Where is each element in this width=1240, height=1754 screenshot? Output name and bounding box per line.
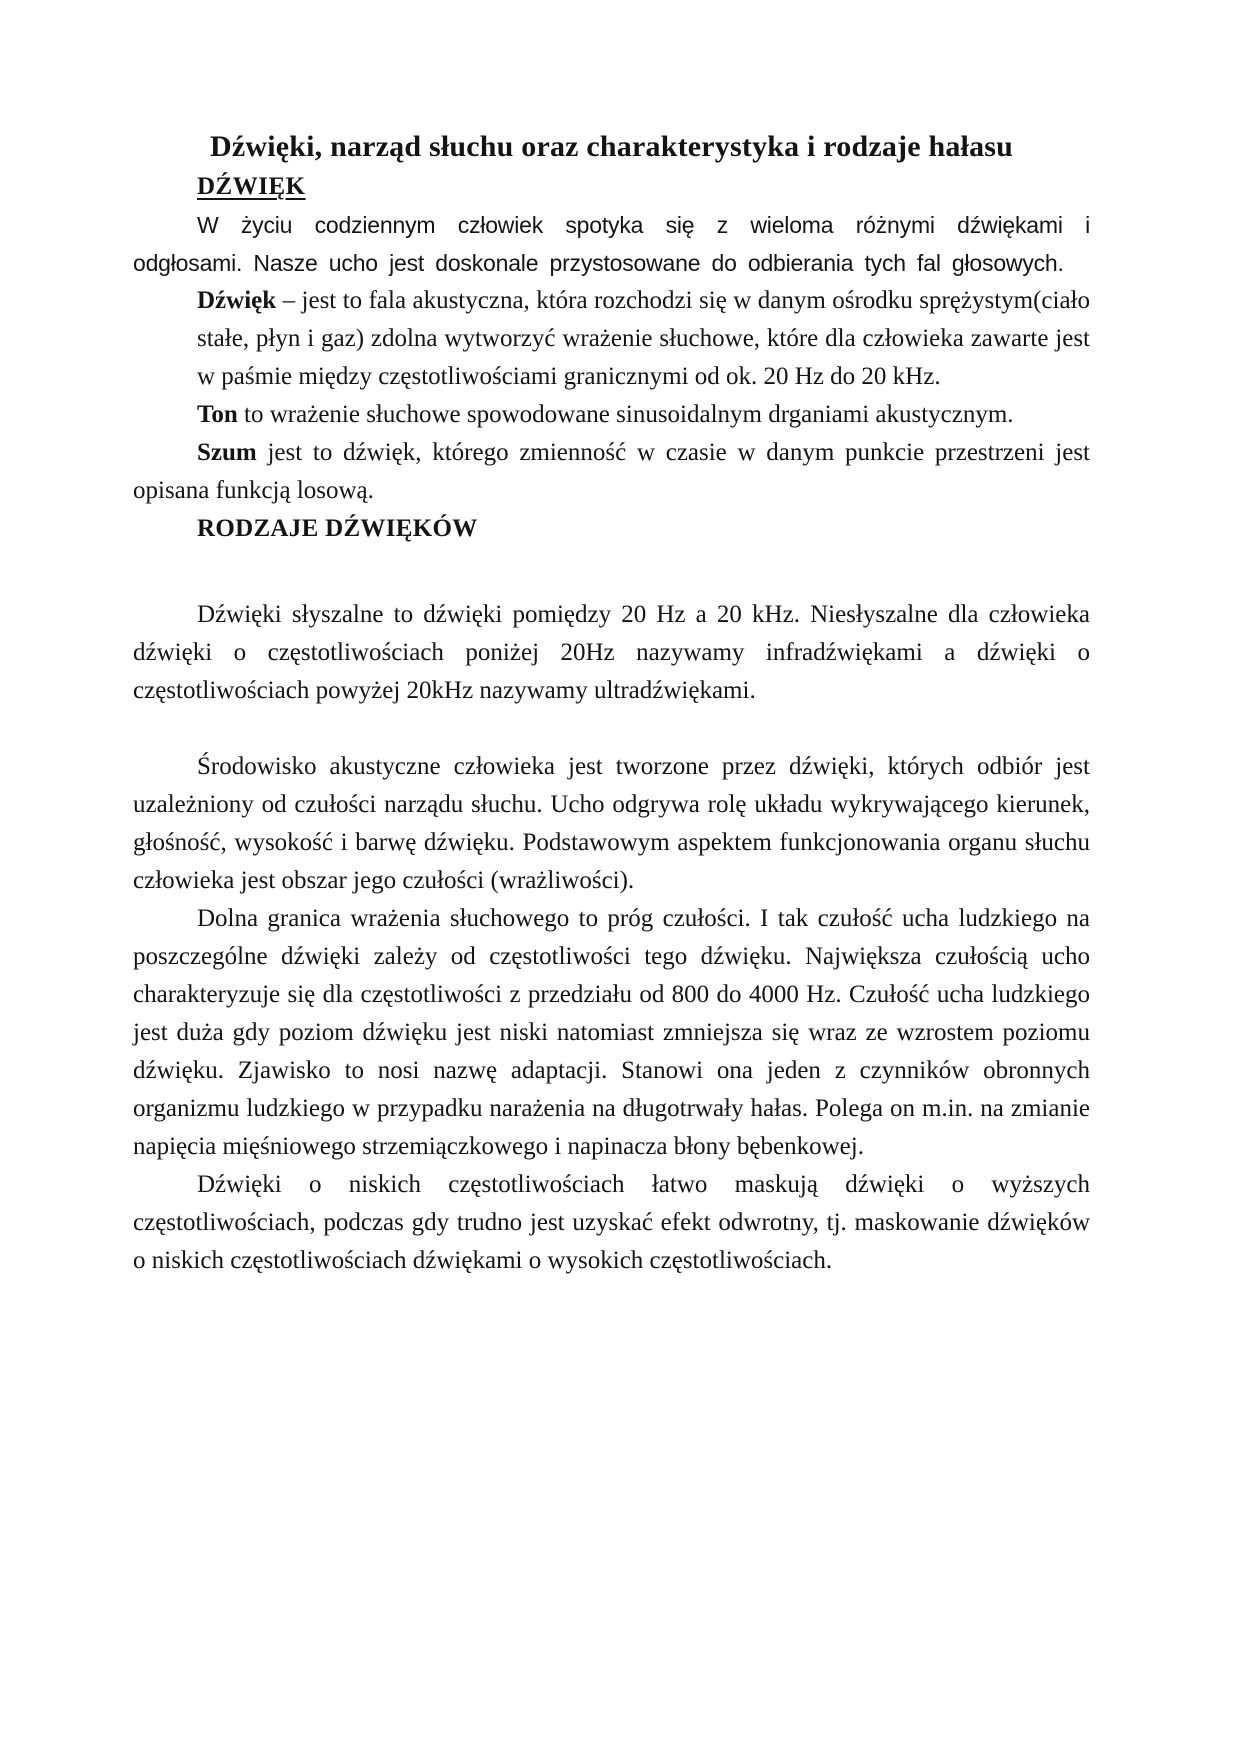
definition-ton-text: to wrażenie słuchowe spowodowane sinusoidalnym drganiami akustycznym.	[237, 401, 1014, 428]
definition-dzwiek-term: Dźwięk	[197, 287, 277, 314]
definition-szum-text: jest to dźwięk, którego zmienność w czasie w danym punkcie przestrzeni jest opisana funkcją losową.	[133, 439, 1090, 504]
definition-ton-paragraph	[133, 396, 1090, 434]
paragraph-maskowanie: Dźwięki o niskich częstotliwościach łatwo maskują dźwięki o wyższych częstotliwościach, podczas gdy trudno jest uzyskać efekt odwrotny, tj. maskowanie dźwięków o niskich częstotliwościach dźwiękami o wysokich częstotliwościach.	[133, 1171, 1090, 1274]
definition-dzwiek-paragraph	[197, 282, 1090, 396]
paragraph-srodowisko-akustyczne: Środowisko akustyczne człowieka jest tworzone przez dźwięki, których odbiór jest uzależniony od czułości narządu słuchu. Ucho odgrywa rolę układu wykrywającego kierunek, głośność, wysokość i barwę dźwięku. Podstawowym aspektem funkcjonowania organu słuchu człowieka jest obszar jego czułości (wrażliwości).	[133, 753, 1090, 894]
intro-paragraph: W życiu codziennym człowiek spotyka się z wieloma różnymi dźwiękami i odgłosami. Nasze ucho jest doskonale przystosowane do odbierania tych fal głosowych.	[133, 212, 1090, 276]
text-content	[133, 126, 1090, 1280]
section-heading-rodzaje: RODZAJE DŹWIĘKÓW	[197, 515, 478, 542]
definition-ton-term: Ton	[197, 401, 238, 428]
definition-szum-term: Szum	[197, 439, 257, 466]
definition-szum-paragraph	[133, 434, 1090, 510]
paragraph-dzwieki-slyszalne: Dźwięki słyszalne to dźwięki pomiędzy 20 Hz a 20 kHz. Niesłyszalne dla człowieka dźwięki o częstotliwościach poniżej 20Hz nazywamy infradźwiękami a dźwięki o częstotliwościach powyżej 20kHz nazywamy ultradźwiękami.	[133, 601, 1090, 704]
paragraph-dolna-granica: Dolna granica wrażenia słuchowego to próg czułości. I tak czułość ucha ludzkiego na poszczególne dźwięki zależy od częstotliwości tego dźwięku. Największa czułością ucho charakteryzuje się dla częstotliwości z przedziału od 800 do 4000 Hz. Czułość ucha ludzkiego jest duża gdy poziom dźwięku jest niski natomiast zmniejsza się wraz ze wzrostem poziomu dźwięku. Zjawisko to nosi nazwę adaptacji. Stanowi ona jeden z czynników obronnych organizmu ludzkiego w przypadku narażenia na długotrwały hałas. Polega on m.in. na zmianie napięcia mięśniowego strzemiączkowego i napinacza błony bębenkowej.	[133, 905, 1090, 1160]
document-title: Dźwięki, narząd słuchu oraz charakterystyka i rodzaje hałasu	[209, 130, 1014, 163]
definition-dzwiek-text: – jest to fala akustyczna, która rozchodzi się w danym ośrodku sprężystym(ciało stałe, płyn i gaz) zdolna wytworzyć wrażenie słuchowe, które dla człowieka zawarte jest w paśmie między częstotliwościami granicznymi od ok. 20 Hz do 20 kHz.	[197, 287, 1090, 390]
section-heading-dzwiek: DŹWIĘK	[197, 173, 306, 200]
